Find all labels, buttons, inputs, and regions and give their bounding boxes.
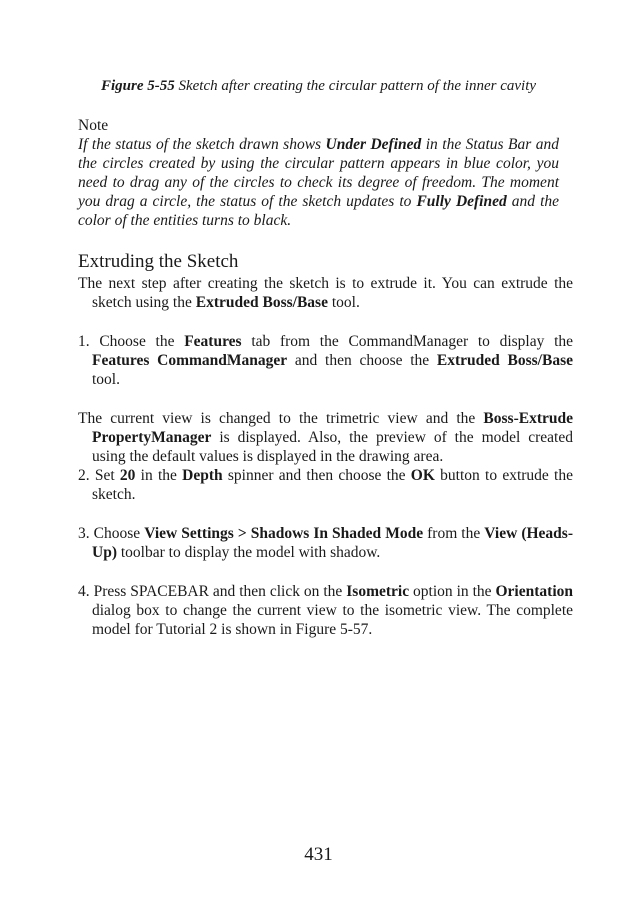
status-fully-defined: Fully Defined — [416, 193, 507, 210]
step-1: 1. Choose the Features tab from the CommandManager to display the Features CommandManager and then choose the Extruded Boss/Base tool. — [78, 333, 574, 388]
step-4: 4. Press SPACEBAR and then click on the Isometric option in the Orientation dialog box to change the current view to the isometric view. The complete model for Tutorial 2 is shown in Figure 5-57. — [78, 583, 573, 638]
step-2: 2. Set 20 in the Depth spinner and then choose the OK button to extrude the sketch. — [78, 467, 573, 503]
view-paragraph: The current view is changed to the trimetric view and the Boss-Extrude PropertyManager is displayed. Also, the preview of the model created using the default values is displayed in the drawing area. — [78, 410, 573, 465]
step-3: 3. Choose View Settings > Shadows In Shaded Mode from the View (Heads-Up) toolbar to display the model with shadow. — [78, 525, 573, 561]
note-label: Note — [78, 117, 109, 134]
figure-caption — [78, 77, 559, 96]
intro-paragraph: The next step after creating the sketch is to extrude it. You can extrude the sketch using the Extruded Boss/Base tool. — [78, 275, 573, 311]
section-heading: Extruding the Sketch — [78, 251, 239, 272]
figure-label: Figure 5-55 — [100, 78, 175, 94]
figure-caption-text: Sketch after creating the circular pattern of the inner cavity — [174, 78, 537, 94]
note-body: If the status of the sketch drawn shows Under Defined in the Status Bar and the circles created by using the circular pattern appears in blue color, you need to drag any of the circles to check its degree of freedom. The moment you drag a circle, the status of the sketch updates to Fully Defined and the color of the entities turns to black. — [78, 136, 560, 229]
document-page — [78, 0, 574, 900]
status-under-defined: Under Defined — [325, 136, 422, 153]
page-number: 431 — [304, 844, 333, 865]
